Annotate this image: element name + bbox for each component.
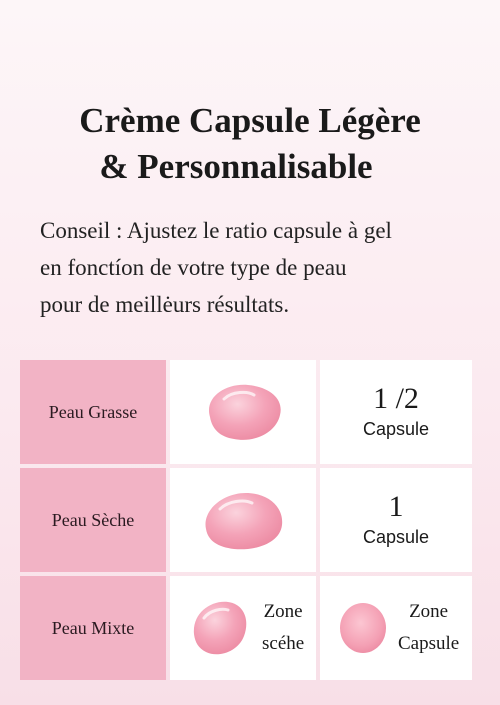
zone-capsule-label — [398, 596, 459, 660]
amount-value: 1 /2 — [373, 382, 419, 415]
zone-capsule-cell — [320, 576, 472, 680]
tip-text — [40, 212, 480, 323]
cream-swatch-oily — [170, 360, 316, 464]
zone-dry-label — [262, 596, 304, 660]
amount-value: 1 — [388, 490, 404, 523]
capsule-sphere-icon — [338, 601, 388, 655]
cream-blob-icon — [198, 377, 288, 447]
skin-type-oily: Peau Grasse — [20, 360, 166, 464]
skin-type-dry: Peau Sèche — [20, 468, 166, 572]
cream-blob-icon — [198, 485, 288, 555]
amount-oily — [320, 360, 472, 464]
zone-dry-cell — [170, 576, 316, 680]
cream-blob-icon — [188, 596, 252, 660]
amount-unit: Capsule — [362, 527, 430, 547]
cream-swatch-dry — [170, 468, 316, 572]
zone-label-top: Zone — [409, 601, 449, 622]
title-line-1: Crème Capsule Légère — [79, 101, 421, 140]
amount-unit: Capsule — [362, 419, 430, 439]
tip-line-2: en fonctíon de votre type de peau — [40, 255, 347, 280]
title-line-2: & Personnalisable — [99, 147, 373, 186]
dosage-table — [20, 360, 472, 680]
tip-line-3: pour de meillėurs résultats. — [40, 292, 290, 317]
page-title — [0, 98, 500, 190]
amount-dry — [320, 468, 472, 572]
zone-label-top: Zone — [263, 601, 303, 622]
tip-line-1: Conseil : Ajustez le ratio capsule à gel — [40, 218, 392, 243]
zone-label-bottom: scéhe — [262, 633, 305, 654]
skin-type-combination: Peau Mixte — [20, 576, 166, 680]
zone-label-bottom: Capsule — [398, 633, 460, 654]
